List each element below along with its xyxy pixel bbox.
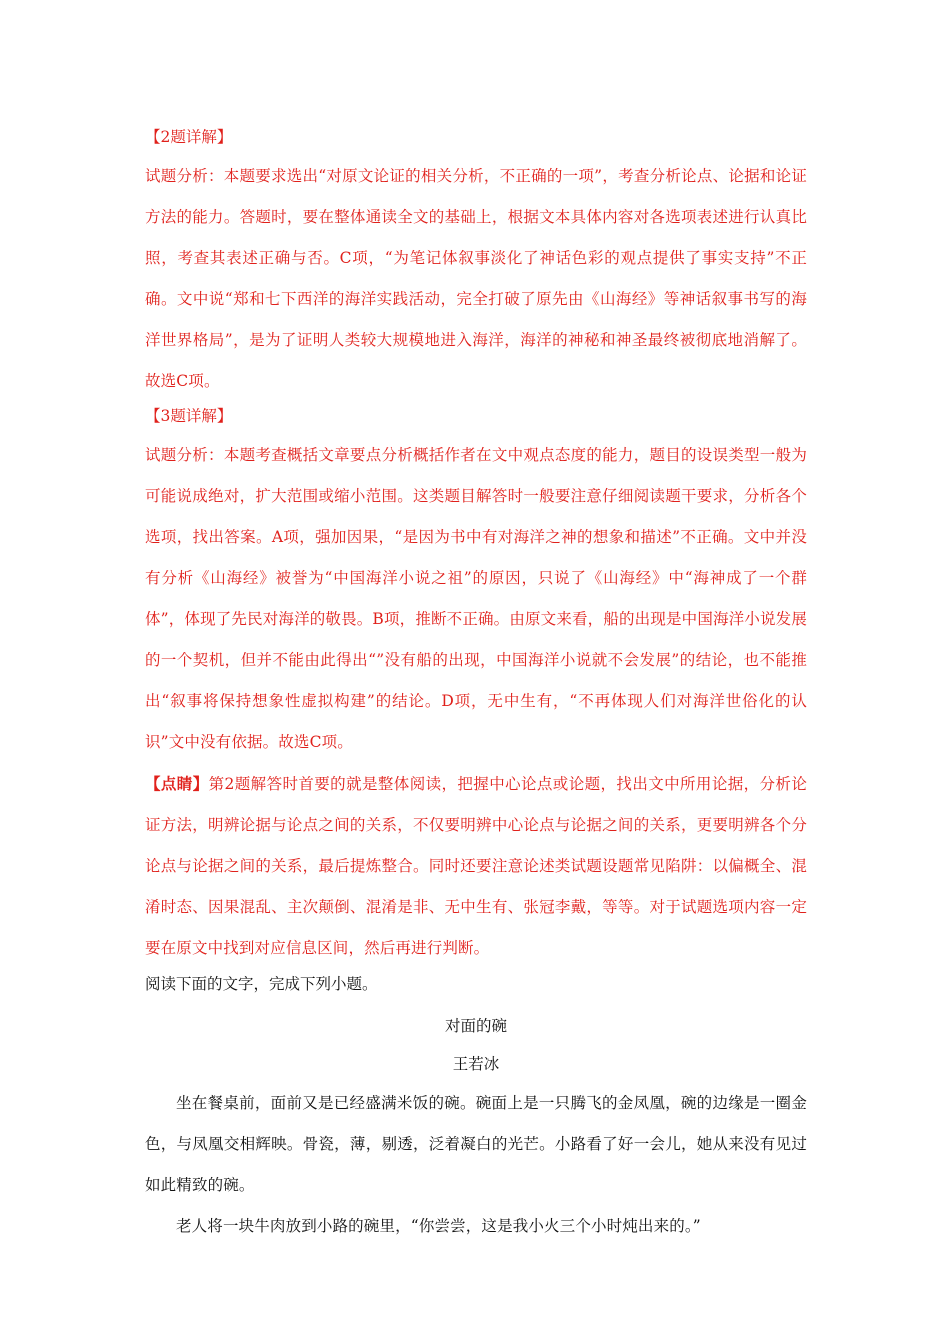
tips-text: 第2题解答时首要的就是整体阅读，把握中心论点或论题，找出文中所用论据，分析论证方法，明辨论据与论点之间的关系，不仅要明辨中心论点与论据之间的关系，更要明辨各个分论点与论据之间的关系，最后提炼整合。同时还要注意论述类试题设题常见陷阱：以偏概全、混淆时态、因果混乱、主次颠倒、混淆是非、无中生有、张冠李戴，等等。对于试题选项内容一定要在原文中找到对应信息区间，然后再进行判断。 [145,775,807,957]
reading-paragraph: 老人将一块牛肉放到小路的碗里，“你尝尝，这是我小火三个小时炖出来的。” [176,1217,701,1235]
reading-instruction: 阅读下面的文字，完成下列小题。 [145,975,378,993]
reading-author: 王若冰 [452,1055,500,1073]
q3-analysis: 试题分析：本题考查概括文章要点分析概括作者在文中观点态度的能力，题目的设误类型一般为可能说成绝对，扩大范围或缩小范围。这类题目解答时一般要注意仔细阅读题干要求，分析各个选项，找出答案。A项，强加因果，“是因为书中有对海洋之神的想象和描述”不正确。文中并没有分析《山海经》被誉为“中国海洋小说之祖”的原因，只说了《山海经》中“海神成了一个群体”，体现了先民对海洋的敬畏。B项，推断不正确。由原文来看，船的出现是中国海洋小说发展的一个契机，但并不能由此得出“”没有船的出现，中国海洋小说就不会发展”的结论，也不能推出“叙事将保持想象性虚拟构建”的结论。D项，无中生有，“不再体现人们对海洋世俗化的认识”文中没有依据。故选C项。 [145,446,807,751]
q3-heading: 【3题详解】 [145,407,233,425]
q2-heading: 【2题详解】 [145,128,233,146]
q2-analysis: 试题分析：本题要求选出“对原文论证的相关分析，不正确的一项”，考查分析论点、论据和论证方法的能力。答题时，要在整体通读全文的基础上，根据文本具体内容对各选项表述进行认真比照，考查其表述正确与否。C项，“为笔记体叙事淡化了神话色彩的观点提供了事实支持”不正确。文中说“郑和七下西洋的海洋实践活动，完全打破了原先由《山海经》等神话叙事书写的海洋世界格局”，是为了证明人类较大规模地进入海洋，海洋的神秘和神圣最终被彻底地消解了。故选C项。 [145,167,807,390]
tips-label: 【点睛】 [145,774,209,793]
reading-paragraph: 坐在餐桌前，面前又是已经盛满米饭的碗。碗面上是一只腾飞的金凤凰，碗的边缘是一圈金色，与凤凰交相辉映。骨瓷，薄，剔透，泛着凝白的光芒。小路看了好一会儿，她从来没有见过如此精致的碗。 [145,1094,807,1194]
reading-title: 对面的碗 [444,1017,507,1035]
tips-paragraph [145,763,807,969]
page-content [145,124,807,1247]
